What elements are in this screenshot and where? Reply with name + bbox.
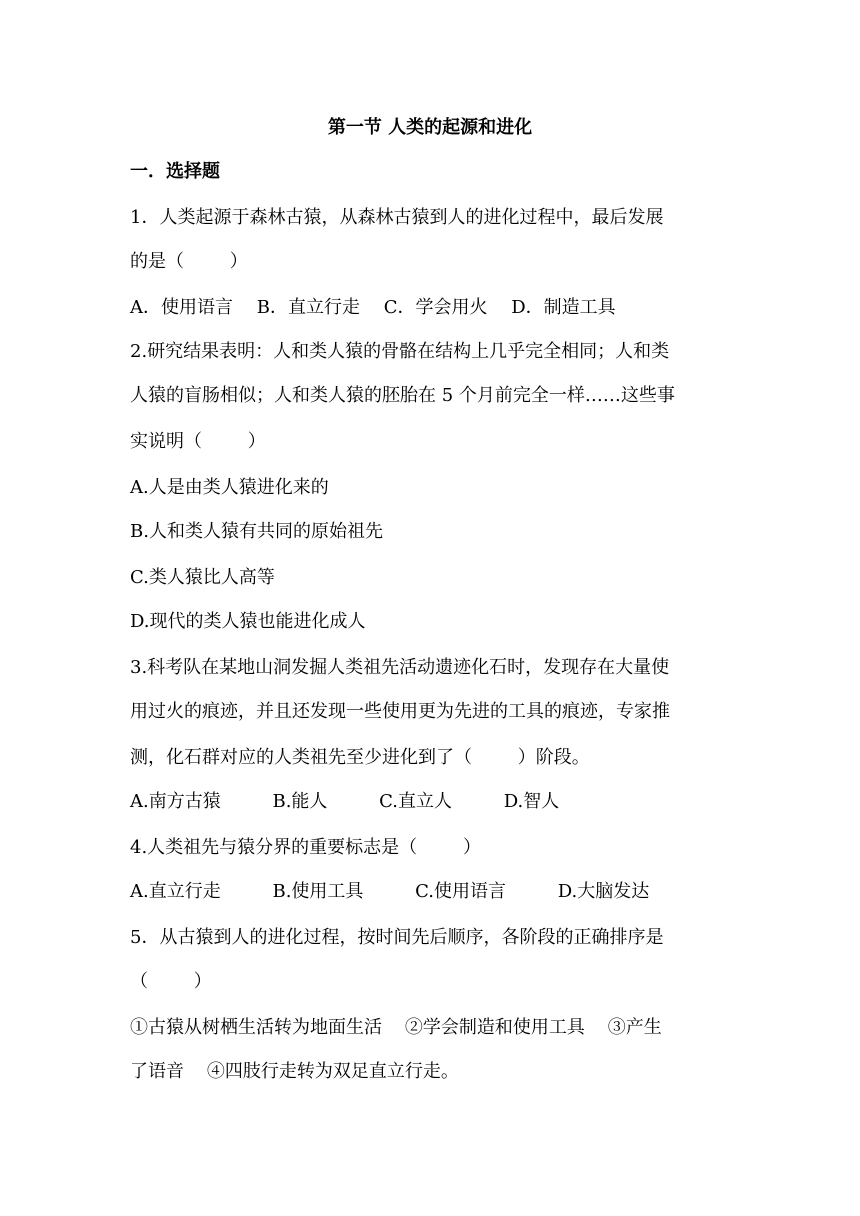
q2-option-b: B.人和类人猿有共同的原始祖先	[130, 521, 383, 542]
q3-option-d: D.智人	[503, 791, 560, 812]
q3-option-c: C.直立人	[379, 791, 453, 812]
q2-option-d: D.现代的类人猿也能进化成人	[130, 611, 366, 632]
q1-option-d: D．制造工具	[511, 297, 616, 318]
question-3-options	[130, 790, 740, 814]
question-1-options	[130, 296, 740, 320]
question-5-line-4: 了语音 ④四肢行走转为双足直立行走。	[130, 1061, 459, 1082]
q2-option-c: C.类人猿比人高等	[130, 567, 275, 588]
q3-option-b: B.能人	[272, 791, 328, 812]
q1-option-b: B．直立行走	[256, 297, 360, 318]
question-5-line-1: 5．从古猿到人的进化过程，按时间先后顺序，各阶段的正确排序是	[130, 927, 664, 948]
question-3-line-1: 3.科考队在某地山洞发掘人类祖先活动遗迹化石时，发现存在大量使	[130, 657, 670, 678]
question-3-line-2: 用过火的痕迹，并且还发现一些使用更为先进的工具的痕迹，专家推	[130, 701, 670, 722]
question-2-line-3: 实说明（ ）	[130, 431, 266, 452]
q4-option-c: C.使用语言	[415, 881, 507, 902]
q4-option-b: B.使用工具	[272, 881, 364, 902]
section-heading: 一．选择题	[130, 161, 220, 182]
q2-option-a: A.人是由类人猿进化来的	[130, 477, 329, 498]
question-1-line-2: 的是（ ）	[130, 251, 248, 272]
question-2-line-1: 2.研究结果表明：人和类人猿的骨骼在结构上几乎完全相同；人和类	[130, 341, 670, 362]
question-5-line-2: （ ）	[130, 971, 212, 992]
q4-option-d: D.大脑发达	[557, 881, 650, 902]
q1-option-c: C．学会用火	[383, 297, 488, 318]
page-title: 第一节 人类的起源和进化	[327, 117, 533, 138]
q4-option-a: A.直立行走	[130, 881, 221, 902]
question-3-line-3: 测，化石群对应的人类祖先至少进化到了（ ）阶段。	[130, 747, 590, 768]
question-4-line-1: 4.人类祖先与猿分界的重要标志是（ ）	[130, 837, 481, 858]
question-2-line-2: 人猿的盲肠相似；人和类人猿的胚胎在 5 个月前完全一样……这些事	[130, 385, 675, 406]
question-5-line-3: ①古猿从树栖生活转为地面生活 ②学会制造和使用工具 ③产生	[130, 1017, 662, 1038]
question-4-options	[130, 880, 740, 904]
q1-option-a: A．使用语言	[130, 297, 233, 318]
question-1-line-1: 1．人类起源于森林古猿，从森林古猿到人的进化过程中，最后发展	[130, 207, 664, 228]
q3-option-a: A.南方古猿	[130, 791, 221, 812]
